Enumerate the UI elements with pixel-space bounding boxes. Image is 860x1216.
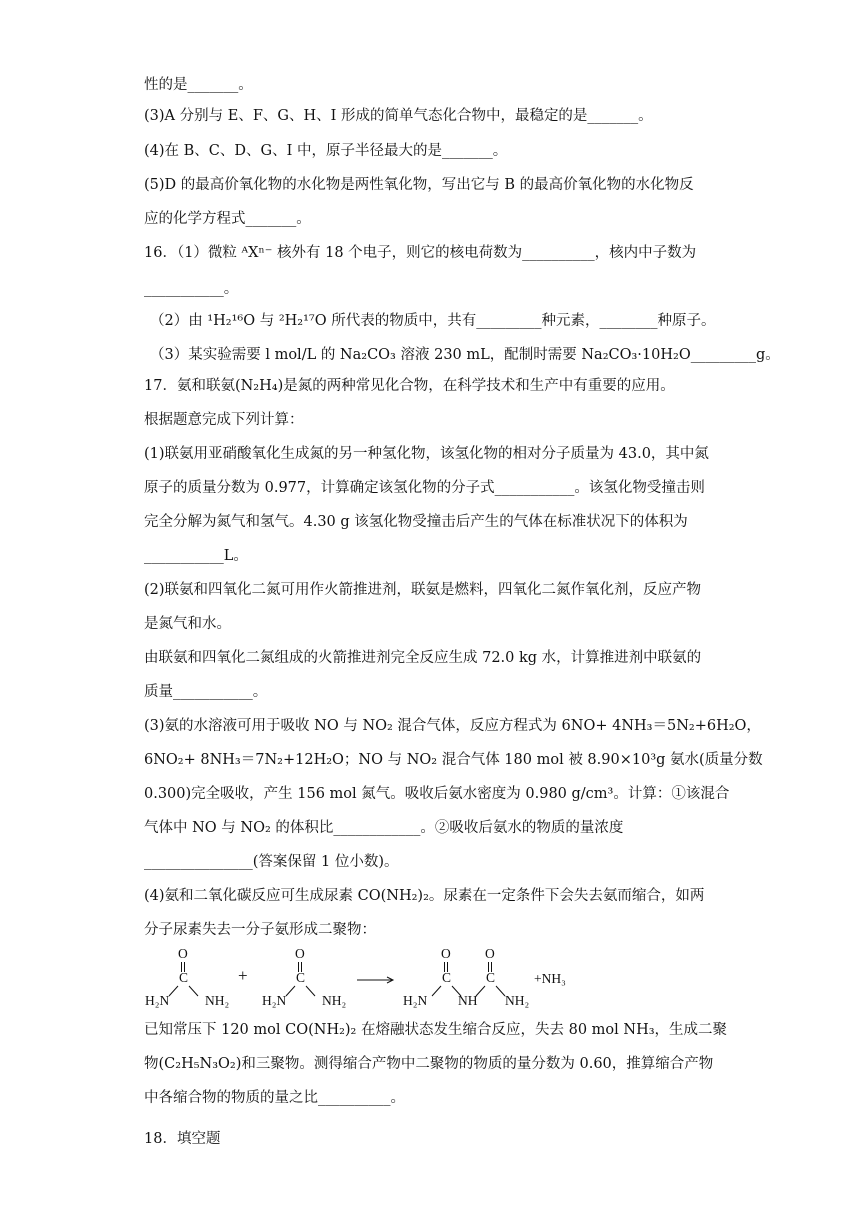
- text-line: 已知常压下 120 mol CO(NH₂)₂ 在熔融状态发生缩合反应，失去 80 mol NH₃，生成二聚: [144, 1022, 728, 1038]
- text-line: 中各缩合物的物质的量之比__________。: [144, 1090, 405, 1106]
- text-line: 性的是_______。: [144, 77, 253, 93]
- text-line: 应的化学方程式_______。: [144, 211, 311, 227]
- text-line: （2）由 ¹H₂¹⁶O 与 ²H₂¹⁷O 所代表的物质中，共有_________种元素，________种原子。: [150, 313, 716, 329]
- text-line: 根据题意完成下列计算：: [144, 412, 304, 428]
- amine-group: H₂N: [403, 993, 428, 1008]
- text-line: ___________。: [144, 281, 239, 297]
- text-line: (5)D 的最高价氧化物的水化物是两性氧化物，写出它与 B 的最高价氧化物的水化物反: [144, 177, 694, 193]
- text-line: _______________(答案保留 1 位小数)。: [144, 854, 399, 870]
- imine-group: NH: [458, 993, 478, 1008]
- text-line: （3）某实验需要 l mol/L 的 Na₂CO₃ 溶液 230 mL，配制时需要 Na₂CO₃·10H₂O_________g。: [150, 347, 780, 363]
- plus-sign: +: [238, 966, 248, 985]
- text-line: 16．（1）微粒 ᴬXⁿ⁻ 核外有 18 个电子，则它的核电荷数为__________，核内中子数为: [144, 245, 697, 261]
- text-line: 是氮气和水。: [144, 616, 231, 632]
- amine-group: NH₂: [322, 993, 347, 1008]
- amine-group: NH₂: [505, 993, 530, 1008]
- text-line: 质量___________。: [144, 684, 268, 700]
- text-line: 物(C₂H₅N₃O₂)和三聚物。测得缩合产物中二聚物的物质的量分数为 0.60，推算缩合产物: [144, 1056, 714, 1072]
- text-line: 气体中 NO 与 NO₂ 的体积比____________。②吸收后氨水的物质的量浓度: [144, 820, 624, 836]
- text-line: 0.300)完全吸收，产生 156 mol 氮气。吸收后氨水密度为 0.980 g/cm³。计算：①该混合: [144, 786, 730, 802]
- text-line: 完全分解为氮气和氢气。4.30 g 该氢化物受撞击后产生的气体在标准状况下的体积为: [144, 514, 688, 530]
- text-line: ___________L。: [144, 548, 248, 564]
- text-line: 分子尿素失去一分子氨形成二聚物：: [144, 922, 376, 938]
- carbon-atom: C: [296, 970, 306, 985]
- text-line: (3)氨的水溶液可用于吸收 NO 与 NO₂ 混合气体，反应方程式为 6NO+ 4NH₃＝5N₂+6H₂O，: [144, 718, 761, 734]
- carbon-atom: C: [179, 970, 189, 985]
- text-line: 18．填空题: [144, 1131, 221, 1147]
- amine-group: H₂N: [262, 993, 287, 1008]
- text-line: (2)联氨和四氧化二氮可用作火箭推进剂，联氨是燃料，四氧化二氮作氧化剂，反应产物: [144, 582, 702, 598]
- text-line: 由联氨和四氧化二氮组成的火箭推进剂完全反应生成 72.0 kg 水，计算推进剂中联氨的: [144, 650, 702, 666]
- text-line: (4)氨和二氧化碳反应可生成尿素 CO(NH₂)₂。尿素在一定条件下会失去氨而缩合，如两: [144, 888, 705, 904]
- oxygen-atom: O: [295, 946, 305, 961]
- amine-group: H₂N: [145, 993, 170, 1008]
- oxygen-atom: O: [441, 946, 451, 961]
- ammonia-byproduct: +NH₃: [534, 971, 566, 986]
- carbon-atom: C: [486, 970, 496, 985]
- text-line: (3)A 分别与 E、F、G、H、I 形成的简单气态化合物中，最稳定的是_______。: [144, 108, 653, 124]
- oxygen-atom: O: [178, 946, 188, 961]
- text-line: 原子的质量分数为 0.977，计算确定该氢化物的分子式___________。该氢化物受撞击则: [144, 480, 705, 496]
- amine-group: NH₂: [205, 993, 230, 1008]
- text-line: 6NO₂+ 8NH₃＝7N₂+12H₂O；NO 与 NO₂ 混合气体 180 mol 被 8.90×10³g 氨水(质量分数: [144, 752, 763, 768]
- carbon-atom: C: [442, 970, 452, 985]
- text-line: (4)在 B、C、D、G、I 中，原子半径最大的是_______。: [144, 143, 508, 159]
- oxygen-atom: O: [485, 946, 495, 961]
- text-line: 17．氨和联氨(N₂H₄)是氮的两种常见化合物，在科学技术和生产中有重要的应用。: [144, 378, 675, 394]
- text-line: (1)联氨用亚硝酸氧化生成氮的另一种氢化物，该氢化物的相对分子质量为 43.0，其中氮: [144, 446, 709, 462]
